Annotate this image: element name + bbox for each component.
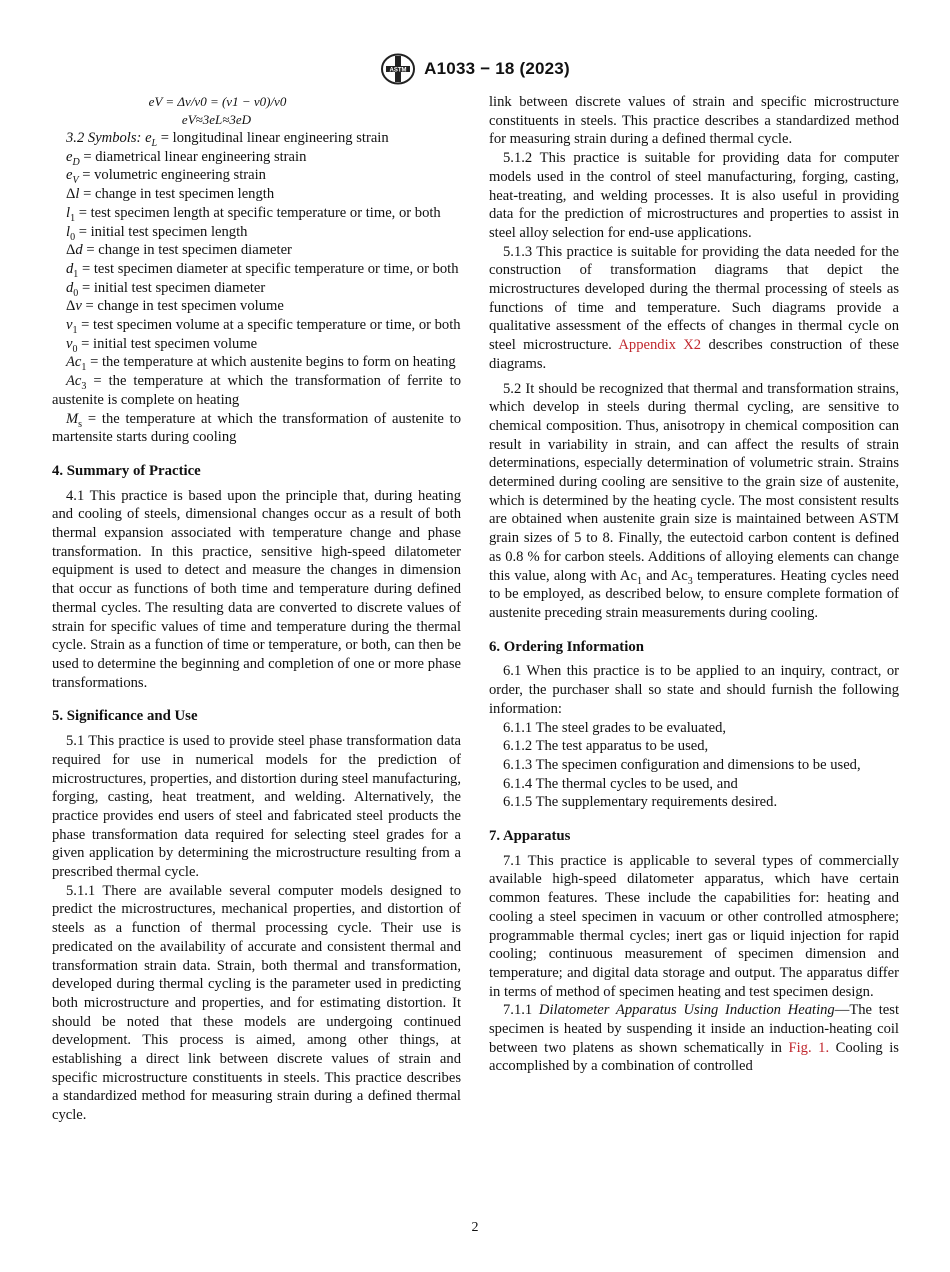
paragraph-5-1-1-continued: link between discrete values of strain and specific microstructure constituents in steels. This practice describes a standardized method for measuring strain during a defined thermal cycle. — [489, 94, 899, 148]
symbol-ac1: $Ac_1$ = the temperature at which austenite begins to form on heating — [66, 354, 456, 374]
paragraph-6-1: 6.1 When this practice is to be applied to an inquiry, contract, or order, the purchaser shall so state and should furnish the following information: — [489, 663, 899, 717]
symbol-l0: $l_0$ = initial test specimen length — [66, 223, 248, 243]
volumetric-strain-equation — [52, 93, 461, 129]
standard-designation: A1033 − 18 (2023) — [424, 59, 570, 78]
symbol-dl: Δl = change in test specimen length — [66, 186, 275, 203]
symbols-intro: 3.2 Symbols: $e_L$ = longitudinal linear engineering strain — [66, 130, 389, 149]
paragraph-5-1-1: 5.1.1 There are available several computer models designed to predict the microstructures, mechanical properties, and distortion of steels as a function of thermal processing cycle. Their use is predicated on the availability of accurate and consistent thermal and transformation strain data. Strain, both thermal and transformation, developed during thermal cycling is the parameter used in predicting both microstructure and properties, and for estimating distortion. It should be noted that these models are undergoing continued development. This process is aimed, among other things, at establishing a direct link between discrete values of strain and specific microstructure constituents in steels. This practice describes a standardized method for measuring strain during a defined thermal cycle. — [52, 882, 461, 1124]
right-column — [489, 93, 899, 1076]
symbol-v1: $v_1$ = test specimen volume at a specific temperature or time, or both — [66, 317, 461, 336]
list-item: 6.1.3 The specimen configuration and dimensions to be used, — [503, 756, 861, 773]
paragraph-5-1-2: 5.1.2 This practice is suitable for providing data for computer models used in the control of steel manufacturing, forging, casting, heat-treating, and welding processes. It is also useful in providing data for the prediction of microstructures and properties to assist in steel alloy selection for end-use applications. — [489, 150, 899, 241]
appendix-x2-link[interactable]: Appendix X2 — [618, 337, 702, 354]
equation-1: eV = Δv/v0 = (v1 − v0)/v0 — [148, 94, 287, 109]
list-item: 6.1.4 The thermal cycles to be used, and — [503, 775, 738, 792]
fig-1-link[interactable]: Fig. 1. — [788, 1039, 830, 1056]
symbol-v0: $v_0$ = initial test specimen volume — [66, 335, 258, 355]
symbol-eD: $e_D$ = diametrical linear engineering strain — [66, 148, 307, 168]
paragraph-5-2: 5.2 It should be recognized that thermal and transformation strains, which develop in steels during thermal cycling, are sensitive to chemical composition. Thus, anisotropy in chemical composition can result in variability in strain, and can affect the results of strain determinations, especially determination of volumetric strain. Strains determined during cooling are sensitive to the grain size of austenite, which is determined by the heating cycle. The most consistent results are obtained when austenite grain size is maintained between ASTM grain sizes of 5 to 8. Finally, the eutectoid carbon content is defined as 0.8 % for carbon steels. Additions of alloying elements can change this value, along with $Ac_1$ and $Ac_3$ temperatures. Heating cycles need to be employed, as described below, to ensure complete formation of austenite preceding strain measurements during cooling. — [489, 380, 899, 621]
page-number: 2 — [471, 1220, 479, 1235]
symbol-eV: $e_V$ = volumetric engineering strain — [66, 167, 266, 187]
symbol-d1: $d_1$ = test specimen diameter at specific temperature or time, or both — [66, 260, 459, 280]
page-header — [0, 52, 950, 86]
symbol-dv: Δv = change in test specimen volume — [66, 298, 284, 315]
paragraph-5-1-3: 5.1.3 This practice is suitable for providing the data needed for the construction of transformation diagrams that depict the microstructures developed during the thermal processing of steels as functions of time and temperature. Such diagrams provide a qualitative assessment of the effects of changes in thermal cycle on steel microstructure. Appendix X2 describes construction of these diagrams. — [489, 243, 900, 372]
section-4-heading: 4. Summary of Practice — [52, 462, 201, 479]
left-column — [52, 93, 461, 1124]
paragraph-7-1-1: 7.1.1 Dilatometer Apparatus Using Induction Heating—The test specimen is heated by suspending it inside an induction-heating coil between two platens as shown schematically in Fig. 1. Cooling is accomplished by a combination of controlled — [489, 1002, 899, 1075]
paragraph-7-1: 7.1 This practice is applicable to several types of commercially available high-speed dilatometer apparatus, which have certain common features. These include the capabilities for: heating and cooling a steel specimen in vacuum or other controlled atmosphere; programmable thermal cycles; inert gas or liquid injection for rapid cooling; continuous measurement of specimen dimension and temperature; and digital data storage and output. The apparatus differ in terms of method of specimen heating and test specimen design. — [489, 852, 899, 1000]
paragraph-5-1: 5.1 This practice is used to provide steel phase transformation data required for use in numerical models for the prediction of microstructures, properties, and distortion during steel manufacturing, forging, casting, heat treatment, and welding. Alternatively, the practice provides end users of steel and fabricated steel products the phase transformation data required for selecting steel grades for a given application by determining the microstructure resulting from a prescribed thermal cycle. — [52, 733, 461, 881]
symbol-l1: $l_1$ = test specimen length at specific temperature or time, or both — [66, 204, 441, 224]
astm-logo-icon — [380, 53, 416, 85]
section-6-heading: 6. Ordering Information — [489, 638, 644, 655]
symbol-d0: $d_0$ = initial test specimen diameter — [66, 279, 266, 299]
symbol-ms: $M_s$ = the temperature at which the transformation of austenite to martensite starts during cooling — [52, 410, 461, 446]
equation-2: eV≈3eL≈3eD — [181, 112, 252, 127]
list-item: 6.1.1 The steel grades to be evaluated, — [503, 719, 727, 736]
list-item: 6.1.2 The test apparatus to be used, — [503, 738, 709, 755]
section-7-heading: 7. Apparatus — [489, 828, 571, 845]
section-5-heading: 5. Significance and Use — [52, 708, 198, 725]
list-item: 6.1.5 The supplementary requirements desired. — [503, 794, 778, 811]
symbol-ac3: $Ac_3$ = the temperature at which the transformation of ferrite to austenite is complete on heating — [52, 373, 461, 408]
logo-text: ASTM — [389, 67, 407, 74]
symbol-dd: Δd = change in test specimen diameter — [66, 242, 292, 259]
paragraph-4-1: 4.1 This practice is based upon the principle that, during heating and cooling of steels, dimensional changes occur as a result of both thermal expansion associated with temperature change and phase transformation. In this practice, sensitive high-speed dilatometer equipment is used to detect and measure the changes in dimension that occur as functions of both time and temperature during defined thermal cycles. The resulting data are converted to discrete values of strain for specific values of time and temperature during the thermal cycle. Strain as a function of time or temperature, or both, can then be used to determine the beginning and completion of one or more phase transformations. — [52, 487, 461, 691]
